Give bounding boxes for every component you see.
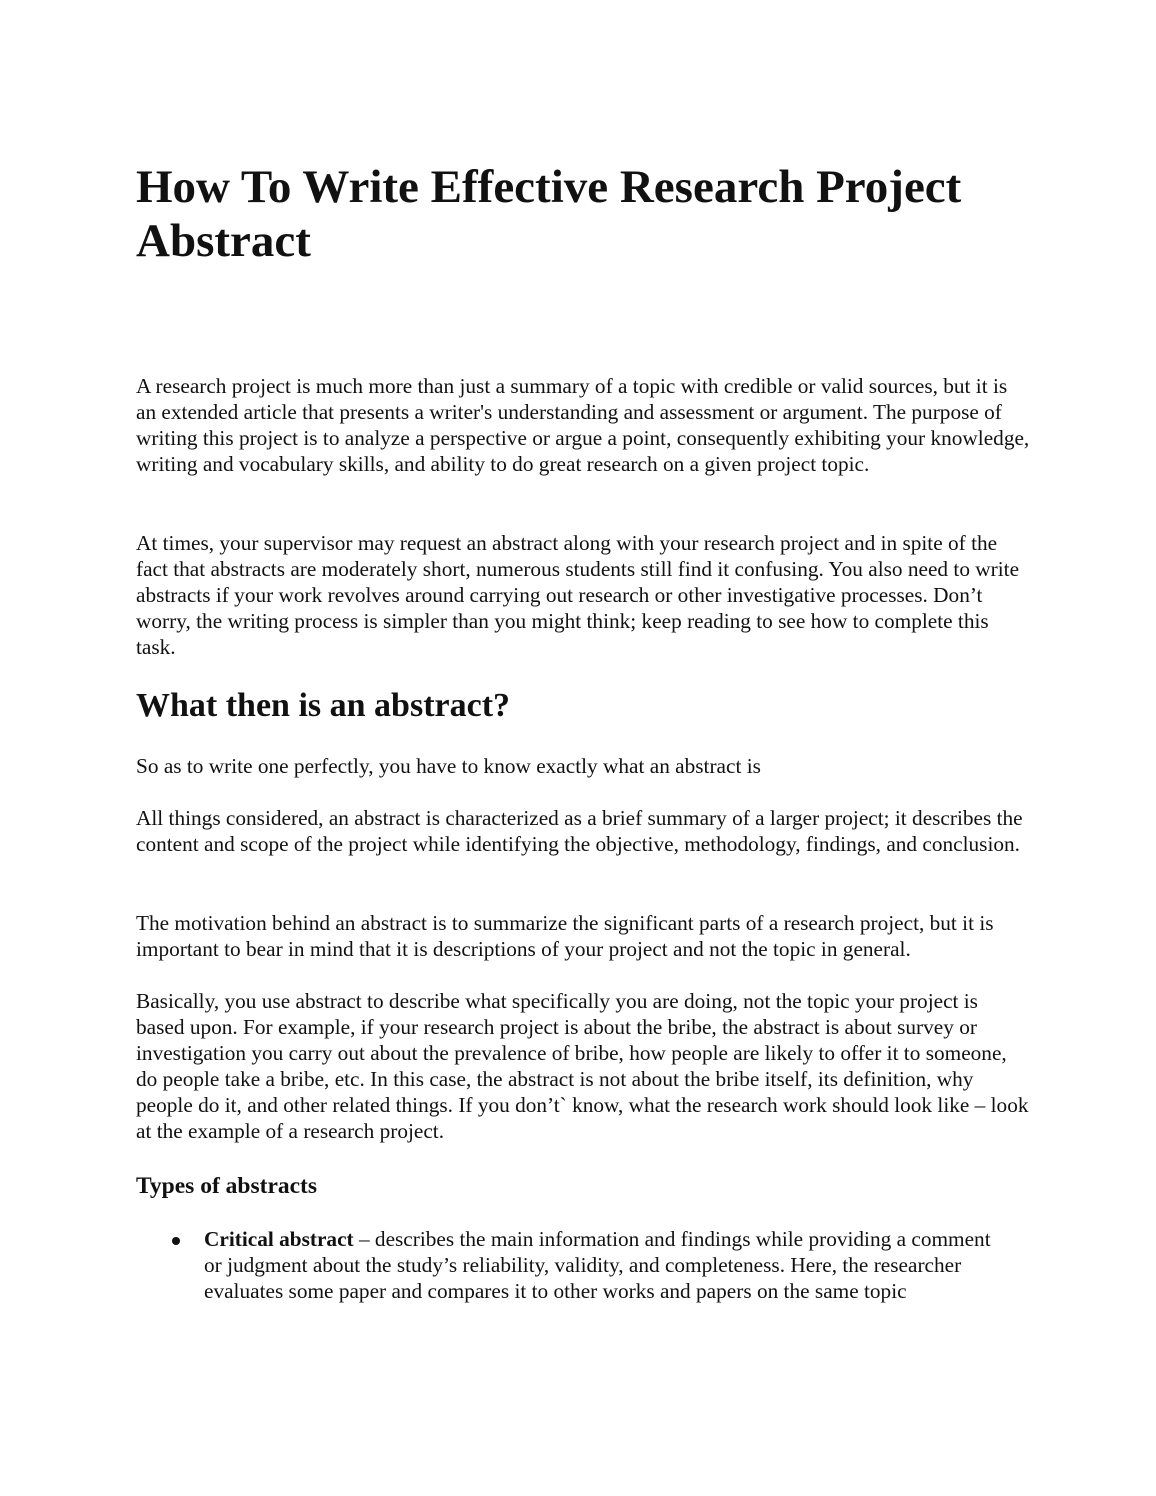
section-paragraph-1: So as to write one perfectly, you have to know exactly what an abstract is (136, 754, 761, 778)
bullet-icon (172, 1237, 180, 1245)
section-paragraph-2: All things considered, an abstract is characterized as a brief summary of a larger project; it describes the content and scope of the project while identifying the objective, methodology, findings, and conclusion. (136, 806, 1023, 856)
intro-paragraph-2: At times, your supervisor may request an abstract along with your research project and in spite of the fact that abstracts are moderately short, numerous students still find it confusing. You also need to write abstracts if your work revolves around carrying out research or other investigative processes. Don’t worry, the writing process is simpler than you might think; keep reading to see how to complete this task. (136, 531, 1020, 659)
subsection-heading: Types of abstracts (136, 1173, 318, 1199)
abstract-types-list (136, 1226, 1036, 1304)
document-title: How To Write Effective Research Project Abstract (136, 161, 962, 267)
list-item (136, 1226, 1004, 1304)
section-heading: What then is an abstract? (136, 687, 511, 724)
list-item-text: – describes the main information and findings while providing a comment or judgment about the study’s reliability, validity, and completeness. Here, the researcher evaluates some paper and compares it to other works and papers on the same topic (204, 1227, 991, 1303)
intro-paragraph-1: A research project is much more than just a summary of a topic with credible or valid sources, but it is an extended article that presents a writer's understanding and assessment or argument. The purpose of writing this project is to analyze a perspective or argue a point, consequently exhibiting your knowledge, writing and vocabulary skills, and ability to do great research on a given project topic. (136, 374, 1030, 476)
list-item-term: Critical abstract (204, 1227, 354, 1251)
section-paragraph-4: Basically, you use abstract to describe what specifically you are doing, not the topic your project is based upon. For example, if your research project is about the bribe, the abstract is about survey or investigation you carry out about the prevalence of bribe, how people are likely to offer it to someone, do people take a bribe, etc. In this case, the abstract is not about the bribe itself, its definition, why people do it, and other related things. If you don’t` know, what the research work should look like – look at the example of a research project. (136, 989, 1029, 1143)
section-paragraph-3: The motivation behind an abstract is to summarize the significant parts of a research project, but it is important to bear in mind that it is descriptions of your project and not the topic in general. (136, 911, 994, 961)
